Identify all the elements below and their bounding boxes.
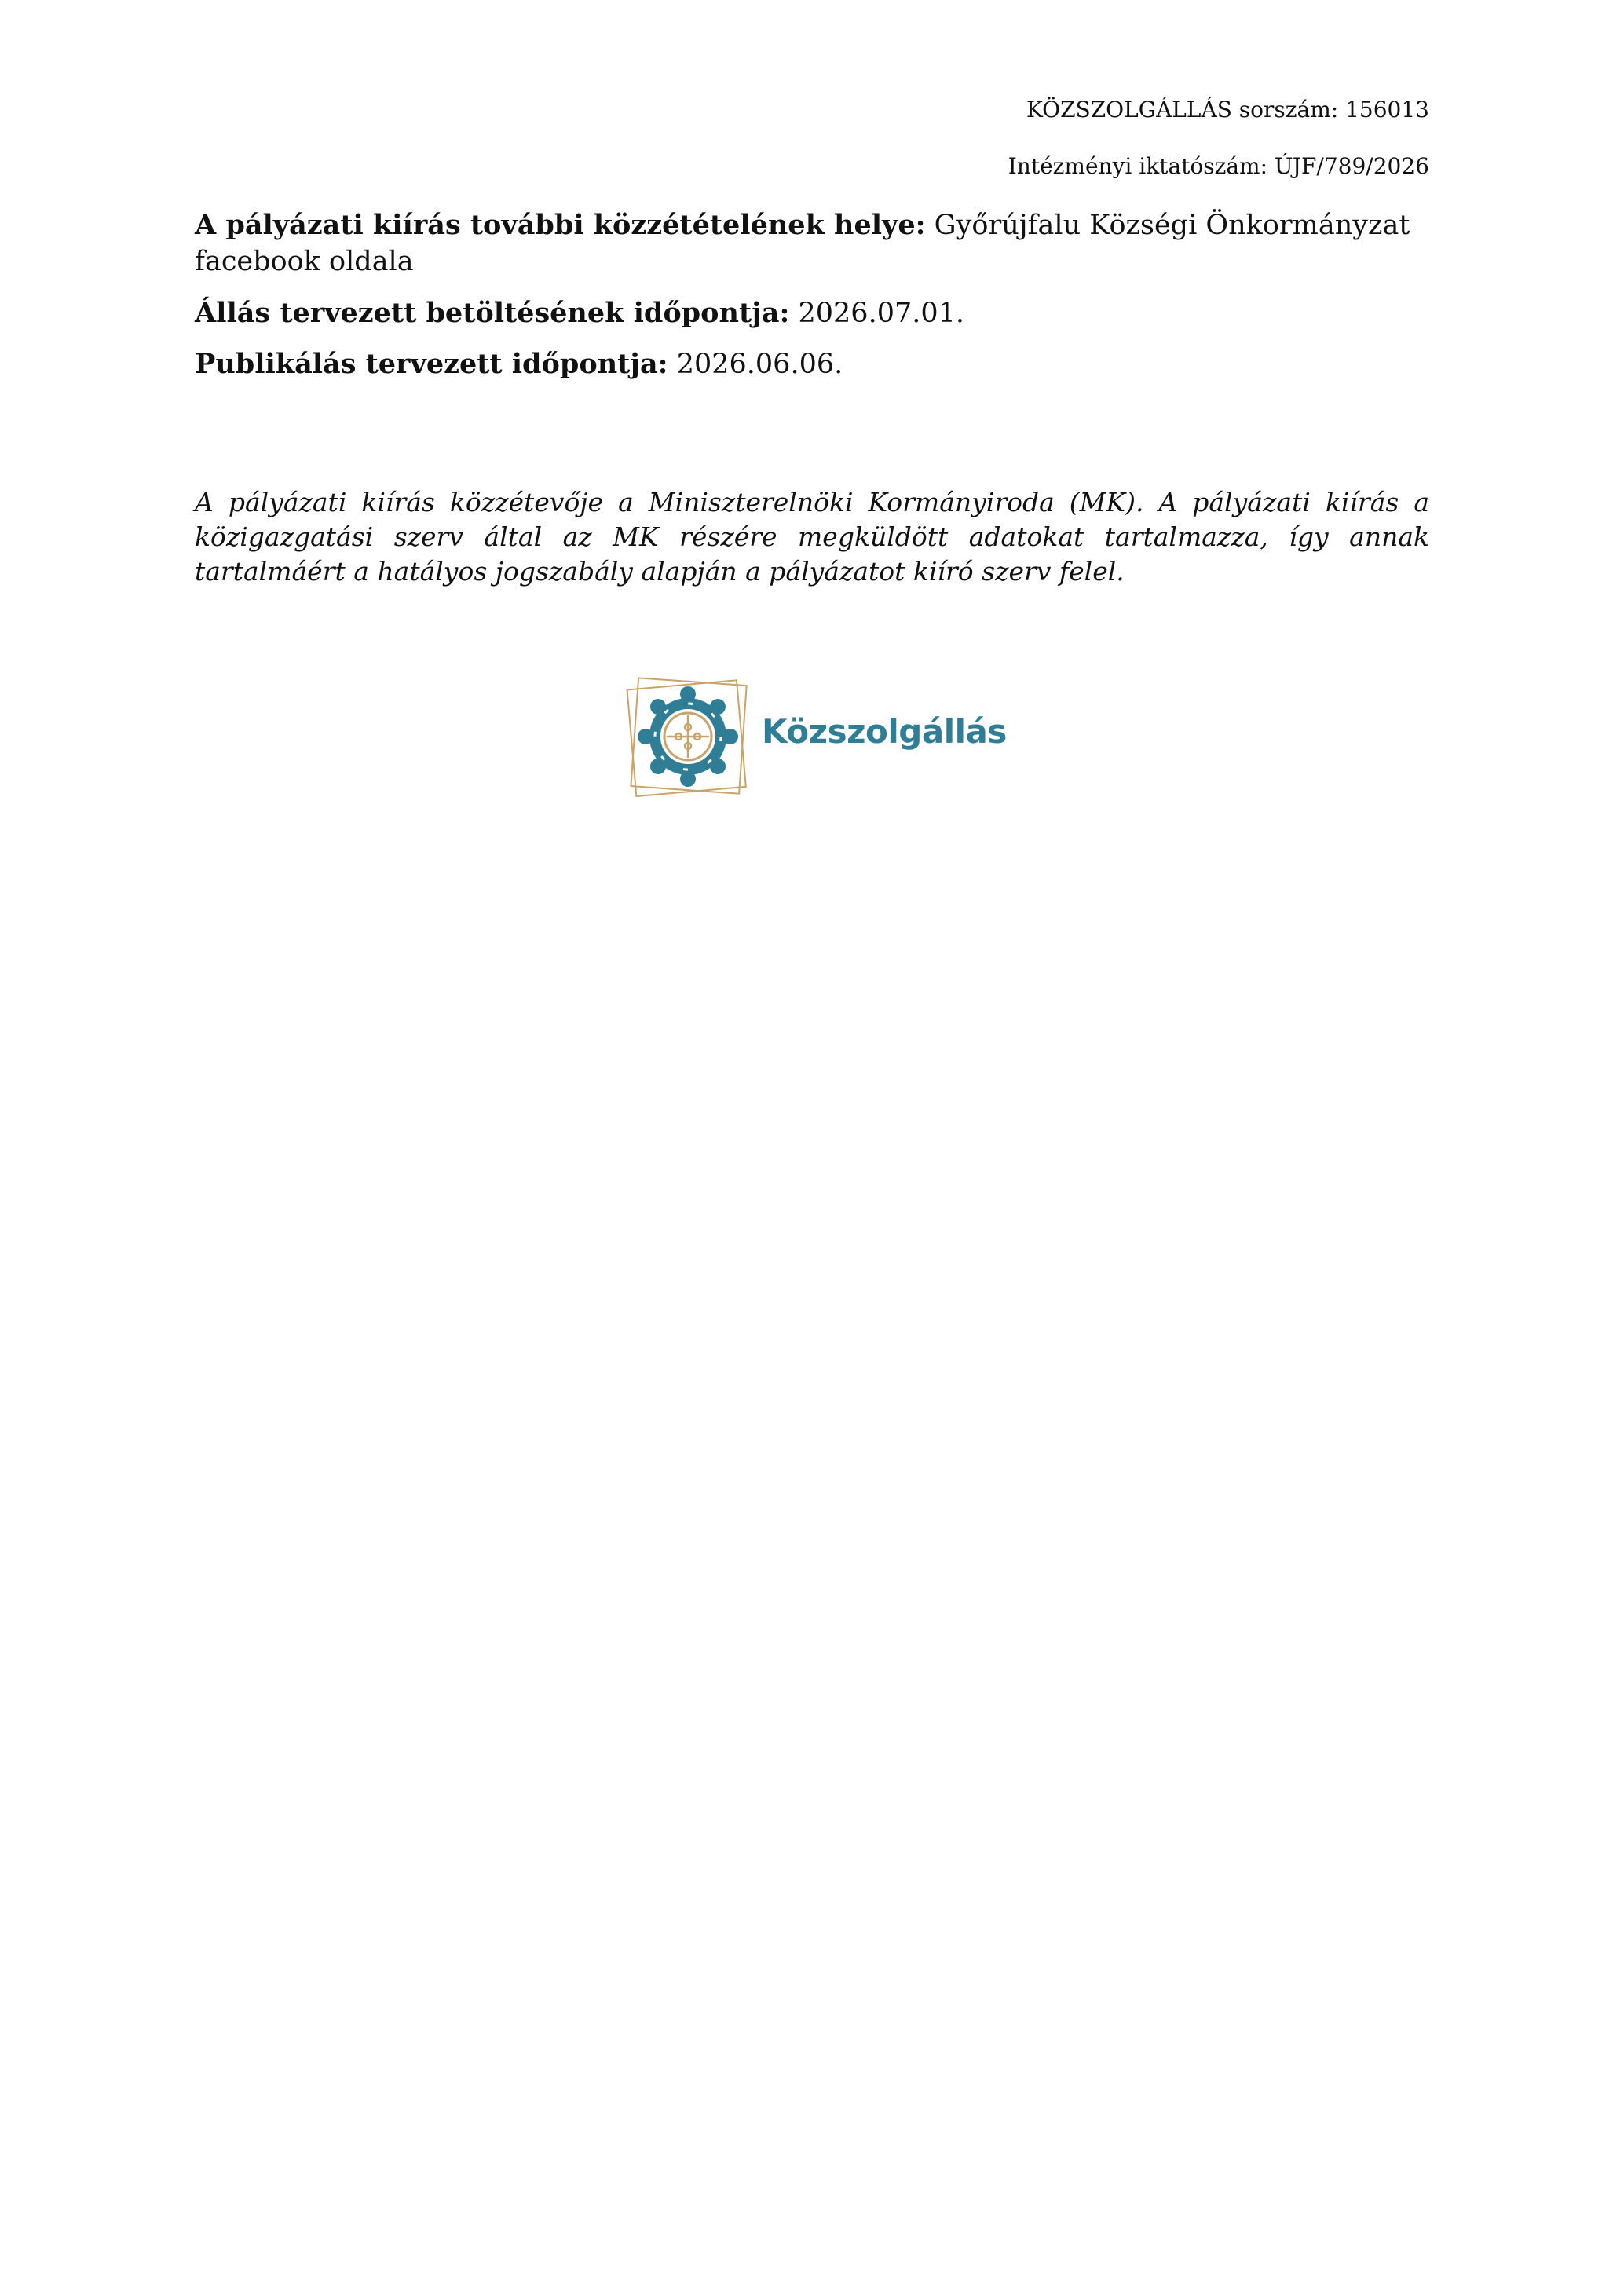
serial-number: KÖZSZOLGÁLLÁS sorszám: 156013: [1026, 97, 1429, 122]
publication-place-value: Győrújfalu Községi Önkormányzat facebook oldala: [195, 210, 1410, 277]
planned-fill-date-label: Állás tervezett betöltésének időpontja:: [195, 297, 790, 329]
planned-publication-date: [195, 346, 1429, 382]
planned-fill-date: [195, 295, 1429, 331]
publication-place-label: A pályázati kiírás további közzétételének helye:: [195, 209, 926, 241]
kozszolgallas-emblem-icon: [617, 666, 759, 807]
disclaimer-text: A pályázati kiírás közzétevője a Miniszterelnöki Kormányiroda (MK). A pályázati kiírás a közigazgatási szerv által az MK részére megküldött adatokat tartalmazza, így annak tartalmáért a hatályos jogszabály alapján a pályázatot kiíró szerv felel.: [195, 487, 1429, 587]
planned-publication-date-label: Publikálás tervezett időpontja:: [195, 348, 668, 380]
planned-publication-date-value: 2026.06.06.: [668, 349, 843, 380]
filing-number: Intézményi iktatószám: ÚJF/789/2026: [1008, 153, 1429, 179]
planned-fill-date-value: 2026.07.01.: [789, 298, 965, 329]
kozszolgallas-logo: [617, 666, 1010, 807]
publication-place: [195, 207, 1429, 280]
logo-wordmark: Közszolgállás: [762, 712, 1007, 751]
